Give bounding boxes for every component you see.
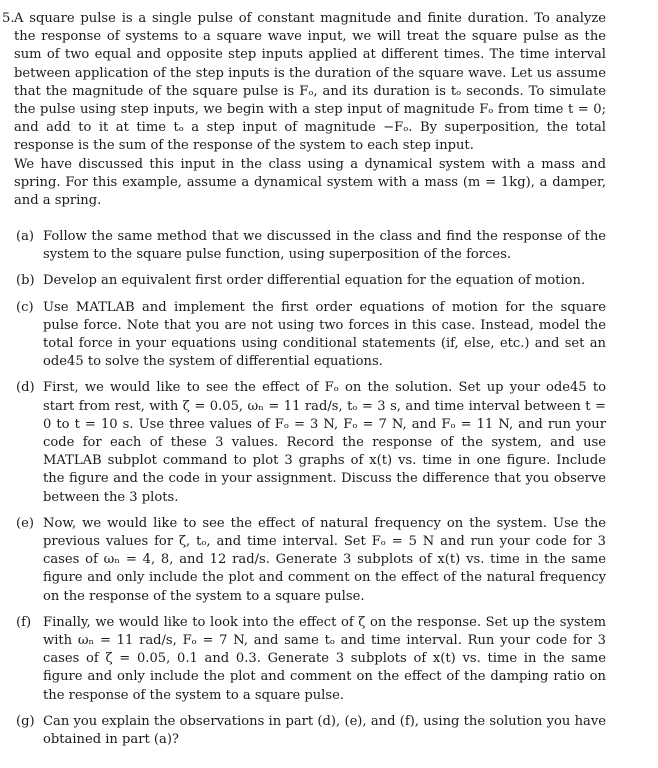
problem-paragraph-2: We have discussed this input in the class using a dynamical system with a mass and spring. For this example, assume a dynamical system with a mass (m = 1kg), a damper, and a spring. [14,156,606,209]
part-label: (e) [16,515,34,531]
part-b [14,272,606,290]
problem-statement [2,10,606,210]
part-text: Use MATLAB and implement the first order equations of motion for the square pulse force. Note that you are not using two forces in this case. Instead, model the total force in your equations using conditional statements (if, else, etc.) and set an ode45 to solve the system of differential equations. [43,299,606,370]
part-text: Follow the same method that we discussed in the class and find the response of the system to the square pulse function, using superposition of the forces. [43,229,606,263]
part-label: (a) [16,229,35,244]
part-label: (b) [16,273,35,289]
part-text: Now, we would like to see the effect of natural frequency on the system. Use the previous values for ζ, tₒ, and time interval. Set Fₒ = 5 N and run your code for 3 cases of ωₙ = 4, 8, and 12 rad/s. Generate 3 subplots of x(t) vs. time in the same figure and only include the plot and comment on the effect of the natural frequency on the response of the system to a square pulse. [43,515,606,604]
part-text: First, we would like to see the effect of Fₒ on the solution. Set up your ode45 to start from rest, with ζ = 0.05, ωₙ = 11 rad/s, tₒ = 3 s, and time interval between t = 0 to t = 10 s. Use three values of Fₒ = 3 N, Fₒ = 7 N, and Fₒ = 11 N, and run your code for each of these 3 values. Record the response of the system, and use MATLAB subplot command to plot 3 graphs of x(t) vs. time in one figure. Include the figure and the code in your assignment. Discuss the difference that you observe between the 3 plots. [43,380,606,505]
part-c [14,299,606,372]
part-d [14,379,606,506]
part-label: (d) [16,380,35,396]
parts-list [14,228,606,757]
part-label: (g) [16,713,35,729]
problem-paragraph-1: A square pulse is a single pulse of constant magnitude and finite duration. To analyze the response of systems to a square wave input, we will treat the square pulse as the sum of two equal and opposite step inputs applied at different times. The time interval between application of the step inputs is the duration of the square wave. Let us assume that the magnitude of the square pulse is Fₒ, and its duration is tₒ seconds. To simulate the pulse using step inputs, we begin with a step input of magnitude Fₒ from time t = 0; and add to it at time tₒ a step input of magnitude −Fₒ. By superposition, the total response is the sum of the response of the system to each step input. [14,11,606,154]
part-g [14,713,606,749]
part-e [14,515,606,606]
part-text: Finally, we would like to look into the effect of ζ on the response. Set up the system with ωₙ = 11 rad/s, Fₒ = 7 N, and same tₒ and time interval. Run your code for 3 cases of ζ = 0.05, 0.1 and 0.3. Generate 3 subplots of x(t) vs. time in the same figure and only include the plot and comment on the effect of the damping ratio on the response of the system to a square pulse. [43,614,606,703]
part-text: Can you explain the observations in part (d), (e), and (f), using the solution you have obtained in part (a)? [43,713,606,748]
part-text: Develop an equivalent first order differential equation for the equation of motion. [43,273,586,289]
part-a [14,228,606,264]
part-label: (f) [16,614,32,630]
part-f [14,614,606,705]
problem-number: 5. [2,11,15,26]
part-label: (c) [16,299,34,315]
